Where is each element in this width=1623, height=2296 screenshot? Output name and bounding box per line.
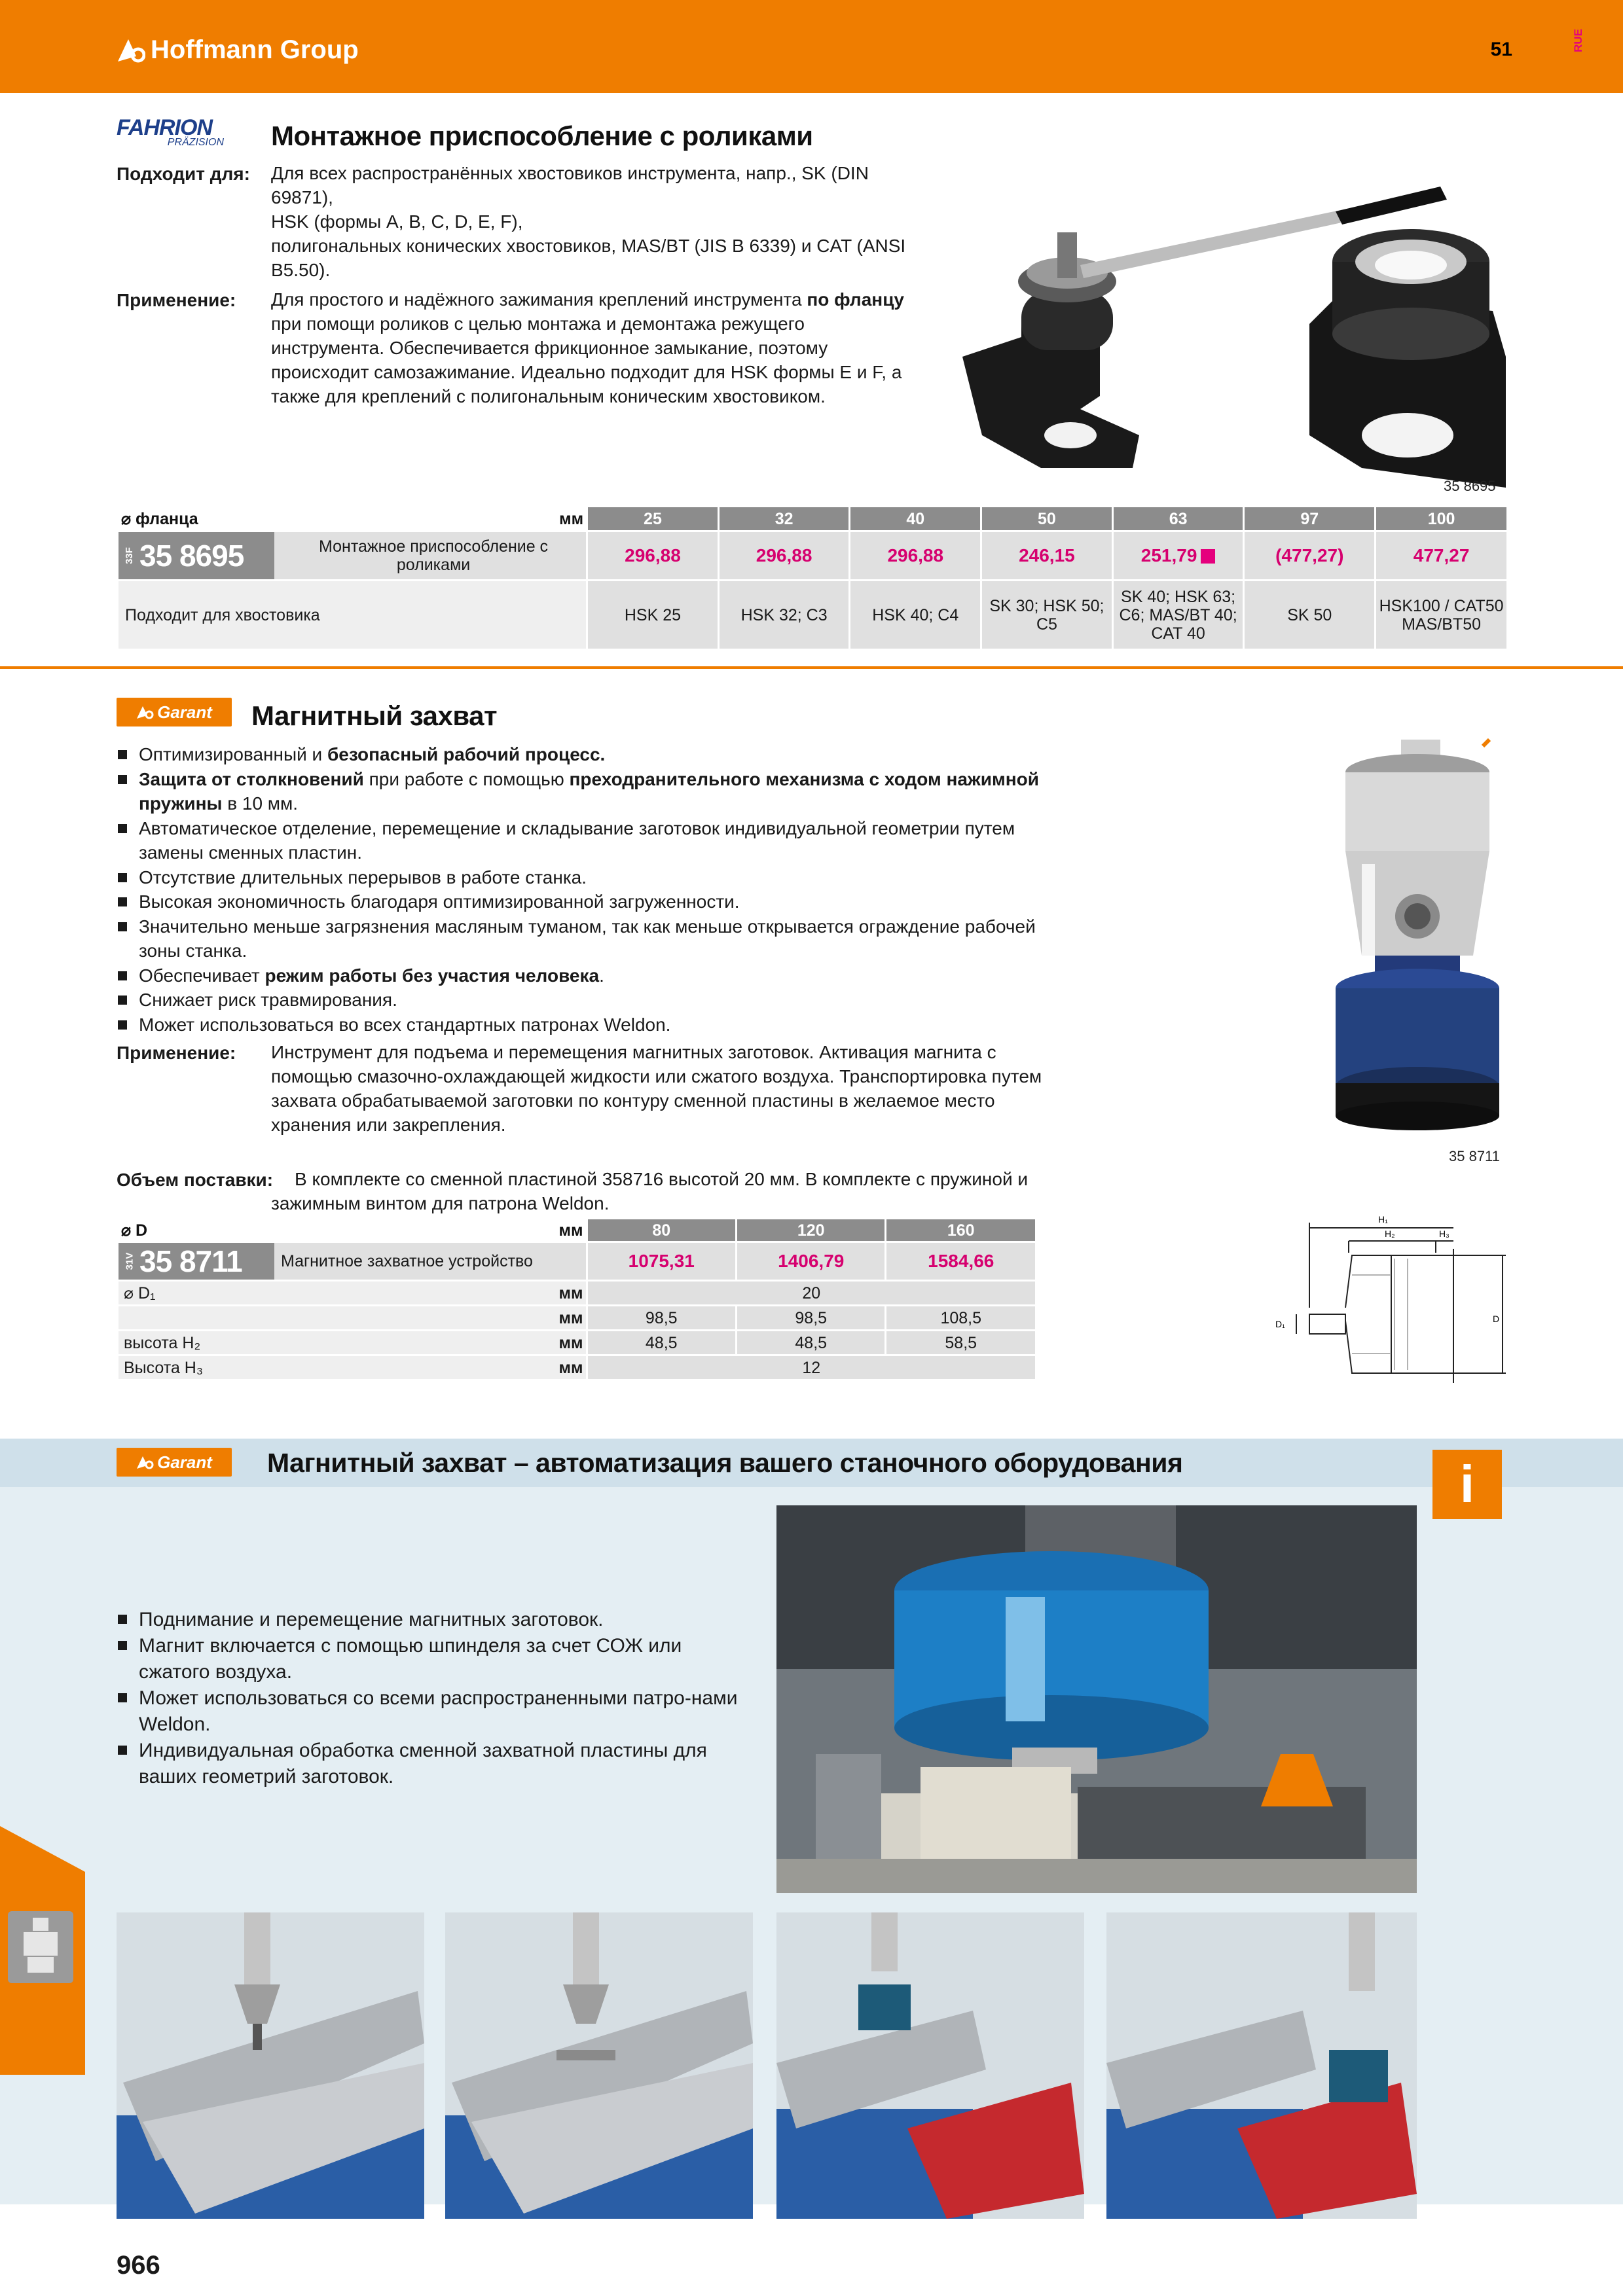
table2-spec-value: 58,5 (886, 1331, 1036, 1355)
page-index: 51 (1490, 39, 1512, 60)
suits-line: Для всех распространённых хвостовиков инструмента, напр., SK (DIN 69871), (271, 163, 869, 207)
feature-bullet (117, 988, 1066, 1013)
table1-article-prefix: 33F (123, 547, 135, 564)
table1-size: 32 (718, 507, 850, 531)
feature-bullet (117, 963, 1066, 988)
dim-h3: H₃ (1439, 1229, 1450, 1239)
feature-bullet-text: Может использоваться во всех стандартных патронах Weldon. (139, 1014, 671, 1035)
table2-spec-value: 12 (587, 1355, 1036, 1380)
process-photo-3 (776, 1912, 1084, 2219)
use-text-bold: по фланцу (807, 289, 904, 310)
feature-bullet-text: Снижает риск травмирования. (139, 990, 397, 1010)
table2-price[interactable]: 1075,31 (587, 1242, 736, 1281)
garant-logo-text: Garant (157, 702, 212, 722)
table2-size: 120 (737, 1219, 886, 1242)
feature-bullet-text: при работе с помощью (363, 768, 570, 789)
section2-feature-list (117, 742, 1066, 1037)
dimension-drawing (1270, 1210, 1519, 1393)
section2-title: Магнитный захват (251, 700, 498, 731)
feature-bullet-text: Отсутствие длительных перерывов в работе станка. (139, 867, 587, 888)
section2-use-text: Инструмент для подъема и перемещения магнитных заготовок. Активация магнита с помощью смазочно-охлаждающей жидкости или сжатого воздуха. Транспортировка путем захвата обрабатываемой заготовки по контуру сменной пластины в желаемое место хранения или закрепления. (271, 1042, 1042, 1135)
table1-price-cell[interactable] (1112, 531, 1244, 581)
table1-fit: HSK 40; C4 (850, 581, 981, 650)
feature-bullet (117, 914, 1066, 963)
section1-suits-text (271, 161, 913, 282)
table2-param-cell (118, 1219, 587, 1242)
feature-bullet-text: . (599, 965, 604, 986)
table2-spec-row (118, 1281, 1036, 1306)
feature-bullet (117, 767, 1066, 816)
dim-d: D (1493, 1314, 1500, 1324)
table-roller-fixture (117, 505, 1508, 651)
garant-logo (117, 1448, 232, 1477)
info-icon: i (1432, 1450, 1502, 1519)
table1-price: 251,79 (1140, 545, 1197, 565)
dim-d1: D₁ (1275, 1319, 1285, 1329)
table1-size: 63 (1112, 507, 1244, 531)
info-bullet: Поднимание и перемещение магнитных заготовок. (117, 1607, 758, 1633)
table1-price[interactable]: 477,27 (1376, 531, 1508, 581)
info-bullet: Магнит включается с помощью шпинделя за счет СОЖ или сжатого воздуха. (117, 1633, 758, 1685)
section1-use-text (271, 287, 913, 408)
table2-spec-label: Высота H₃ (124, 1358, 204, 1377)
table2-size: 80 (587, 1219, 736, 1242)
section2-supply-label: Объем поставки: (117, 1170, 274, 1190)
feature-bullet (117, 1013, 1066, 1037)
new-item-square-icon (1201, 549, 1215, 564)
section3-feature-list (117, 1607, 758, 1790)
table2-spec-value: 48,5 (737, 1331, 886, 1355)
section2-supply-text: В комплекте со сменной пластиной 358716 высотой 20 мм. В комплекте с пружиной и зажимным винтом для патрона Weldon. (271, 1169, 1029, 1213)
table2-spec-unit: мм (558, 1308, 583, 1327)
table2-article-number: 35 8711 (139, 1244, 242, 1278)
table1-article-number-box[interactable] (119, 532, 274, 579)
process-photo-4 (1106, 1912, 1417, 2219)
table2-spec-label-cell (118, 1306, 587, 1331)
table2-article-desc: Магнитное захватное устройство (281, 1252, 533, 1270)
feature-bullet-bold: режим работы без участия человека (264, 965, 600, 986)
feature-bullet-bold: Защита от столкновений (139, 768, 364, 789)
feature-bullet (117, 816, 1066, 865)
table2-spec-value: 108,5 (886, 1306, 1036, 1331)
process-photo-1 (117, 1912, 424, 2219)
garant-logo (117, 698, 232, 726)
image1-caption: 35 8695 (1444, 478, 1496, 494)
table2-article-number-box[interactable] (119, 1243, 274, 1280)
table2-spec-value: 48,5 (587, 1331, 736, 1355)
garant-logo-icon (136, 1455, 155, 1469)
hoffmann-logo-icon (117, 37, 145, 63)
table1-size: 97 (1244, 507, 1376, 531)
image2-caption: 35 8711 (1449, 1148, 1500, 1164)
section2-use-label: Применение: (117, 1043, 236, 1063)
feature-bullet-bold: преходранительного механизма с ходом нажимной пружины (139, 768, 1039, 814)
use-text-part: Для простого и надёжного зажимания креплений инструмента (271, 289, 807, 310)
info-bullet: Индивидуальная обработка сменной захватной пластины для ваших геометрий заготовок. (117, 1738, 758, 1790)
table1-price[interactable]: 296,88 (718, 531, 850, 581)
table2-unit: мм (558, 1221, 583, 1240)
table2-article-prefix: 31V (124, 1252, 136, 1270)
table2-spec-rows (118, 1281, 1036, 1380)
fahrion-logo-sub: PRÄZISION (167, 137, 224, 148)
table2-spec-label-cell (118, 1355, 587, 1380)
process-photo-2 (445, 1912, 753, 2219)
section3-title: Магнитный захват – автоматизация вашего станочного оборудования (267, 1448, 1183, 1478)
magnetic-gripper-image (1322, 733, 1512, 1139)
suits-line: HSK (формы A, B, C, D, E, F), (271, 211, 523, 232)
table1-fit: SK 40; HSK 63; C6; MAS/BT 40; CAT 40 (1112, 581, 1244, 650)
garant-logo-icon (136, 705, 155, 719)
feature-bullet-text: в 10 мм. (222, 793, 299, 814)
table2-spec-label: ⌀ D₁ (124, 1283, 156, 1302)
info-bullet: Может использоваться со всеми распространенными патро-нами Weldon. (117, 1685, 758, 1738)
feature-bullet-bold: безопасный рабочий процесс. (327, 744, 606, 764)
table2-spec-value: 98,5 (587, 1306, 736, 1331)
use-text-part: при помощи роликов с целью монтажа и демонтажа режущего инструмента. Обеспечивается фрикционное замыкание, поэтому происходит самозажимание. Идеально подходит для HSK формы E и F, а также для креплений с полигональным коническим хвостовиком. (271, 314, 902, 406)
hoffmann-logo[interactable] (117, 33, 359, 67)
feature-bullet (117, 865, 1066, 890)
section1-title: Монтажное приспособление с роликами (271, 120, 813, 151)
table2-spec-unit: мм (558, 1358, 583, 1377)
dim-h2: H₂ (1385, 1229, 1395, 1239)
table1-fit: HSK 25 (587, 581, 719, 650)
table1-size: 50 (981, 507, 1113, 531)
table2-spec-label-cell (118, 1281, 587, 1306)
roller-fixture-image (943, 160, 1525, 501)
hoffmann-brand-text: Hoffmann Group (151, 35, 359, 64)
table1-fit: HSK 32; C3 (718, 581, 850, 650)
table-magnetic-gripper (117, 1217, 1037, 1381)
table1-unit: мм (559, 509, 584, 528)
table2-spec-value: 20 (587, 1281, 1036, 1306)
table2-param-label: ⌀ D (121, 1221, 148, 1240)
table2-spec-row (118, 1331, 1036, 1355)
footer-page-number: 966 (117, 2251, 160, 2280)
table2-size: 160 (886, 1219, 1036, 1242)
table1-param-cell (118, 507, 587, 531)
table1-size: 100 (1376, 507, 1508, 531)
table1-price[interactable]: (477,27) (1244, 531, 1376, 581)
table2-article-cell (118, 1242, 587, 1281)
table1-fit: SK 50 (1244, 581, 1376, 650)
table2-spec-unit: мм (558, 1333, 583, 1352)
table2-spec-value: 98,5 (737, 1306, 886, 1331)
table1-fit: HSK100 / CAT50 MAS/BT50 (1376, 581, 1508, 650)
fahrion-logo-name: FAHRION (117, 115, 212, 140)
table1-price[interactable]: 296,88 (850, 531, 981, 581)
tool-holder-icon[interactable] (8, 1911, 73, 1983)
feature-bullet-text: Значительно меньше загрязнения масляным туманом, так как меньше открывается ограждение рабочей зоны станка. (139, 916, 1036, 961)
table2-spec-label-cell (118, 1331, 587, 1355)
suits-line: полигональных конических хвостовиков, MAS/BT (JIS B 6339) и CAT (ANSI B5.50). (271, 236, 906, 280)
table1-size: 25 (587, 507, 719, 531)
table2-price[interactable]: 1584,66 (886, 1242, 1036, 1281)
language-code: RUE (1572, 29, 1584, 52)
feature-bullet (117, 742, 1066, 767)
fahrion-logo (117, 117, 255, 148)
feature-bullet-text: Автоматическое отделение, перемещение и складывание заготовок индивидуальной геометрии путем замены сменных пластин. (139, 817, 1015, 863)
table1-param-label: ⌀ фланца (121, 509, 198, 528)
section1-suits-label: Подходит для: (117, 164, 250, 184)
table2-spec-row (118, 1306, 1036, 1331)
section-separator (0, 666, 1623, 669)
table1-article-cell (118, 531, 587, 581)
feature-bullet (117, 889, 1066, 914)
table1-price[interactable]: 246,15 (981, 531, 1113, 581)
table2-spec-label: высота H₂ (124, 1333, 201, 1352)
feature-bullet-text: Оптимизированный и (139, 744, 327, 764)
dim-h1: H₁ (1378, 1214, 1388, 1225)
section1-use-label: Применение: (117, 290, 236, 310)
machine-spindle-photo (776, 1505, 1417, 1893)
table2-spec-unit: мм (558, 1283, 583, 1302)
feature-bullet-text: Высокая экономичность благодаря оптимизированной загруженности. (139, 891, 740, 912)
table1-article-desc: Монтажное приспособление с роликами (319, 537, 549, 574)
table1-size: 40 (850, 507, 981, 531)
table1-article-number: 35 8695 (139, 539, 244, 573)
table2-price[interactable]: 1406,79 (737, 1242, 886, 1281)
garant-logo-text: Garant (157, 1452, 212, 1472)
feature-bullet-text: Обеспечивает (139, 965, 265, 986)
table2-spec-row (118, 1355, 1036, 1380)
table1-price[interactable]: 296,88 (587, 531, 719, 581)
table1-fit: SK 30; HSK 50; C5 (981, 581, 1113, 650)
table1-fit-label: Подходит для хвостовика (118, 581, 587, 650)
